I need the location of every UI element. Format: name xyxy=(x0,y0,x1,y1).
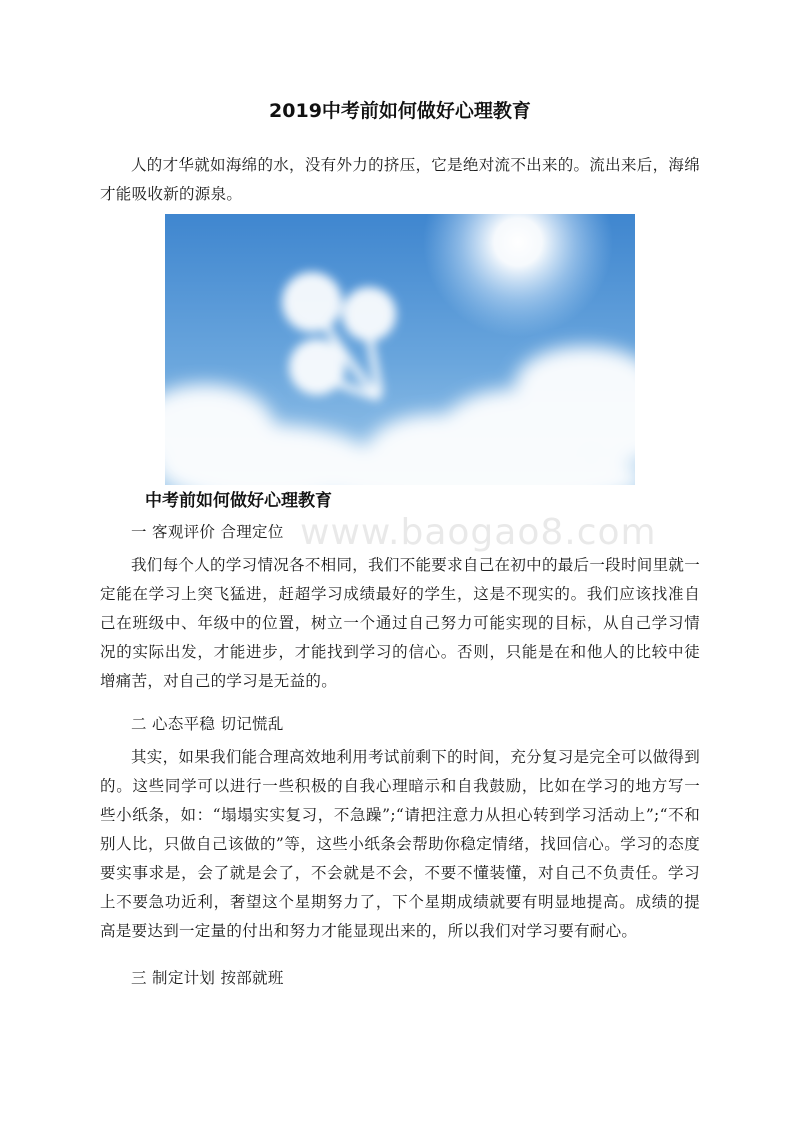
section-body-1: 我们每个人的学习情况各不相同，我们不能要求自己在初中的最后一段时间里就一定能在学习上突飞猛进，赶超学习成绩最好的学生，这是不现实的。我们应该找准自己在班级中、年级中的位置，树立一个通过自己努力可能实现的目标，从自己学习情况的实际出发，才能进步，才能找到学习的信心。否则，只能是在和他人的比较中徒增痛苦，对自己的学习是无益的。 xyxy=(100,556,700,690)
section-body-2: 其实，如果我们能合理高效地利用考试前剩下的时间，充分复习是完全可以做得到的。这些同学可以进行一些积极的自我心理暗示和自我鼓励，比如在学习的地方写一些小纸条，如：“塌塌实实复习，不急躁”;“请把注意力从担心转到学习活动上”;“不和别人比，只做自己该做的”等，这些小纸条会帮助你稳定情绪，找回信心。学习的态度要实事求是，会了就是会了，不会就是不会，不要不懂装懂，对自己不负责任。学习上不要急功近利，奢望这个星期努力了，下个星期成绩就要有明显地提高。成绩的提高是要达到一定量的付出和努力才能显现出来的，所以我们对学习要有耐心。 xyxy=(100,748,700,940)
section-subtitle: 中考前如何做好心理教育 xyxy=(145,491,332,511)
page-title: 2019中考前如何做好心理教育 xyxy=(269,100,531,122)
watermark-text: www.baogao8.com xyxy=(300,512,657,553)
section-heading-2: 二 心态平稳 切记慌乱 xyxy=(131,715,284,733)
sky-clouds-photo xyxy=(165,214,635,485)
sky-clouds-image xyxy=(165,214,635,485)
section-heading-3: 三 制定计划 按部就班 xyxy=(131,969,284,987)
intro-paragraph: 人的才华就如海绵的水，没有外力的挤压，它是绝对流不出来的。流出来后，海绵才能吸收新的源泉。 xyxy=(100,156,700,203)
section-heading-1: 一 客观评价 合理定位 xyxy=(131,523,284,541)
